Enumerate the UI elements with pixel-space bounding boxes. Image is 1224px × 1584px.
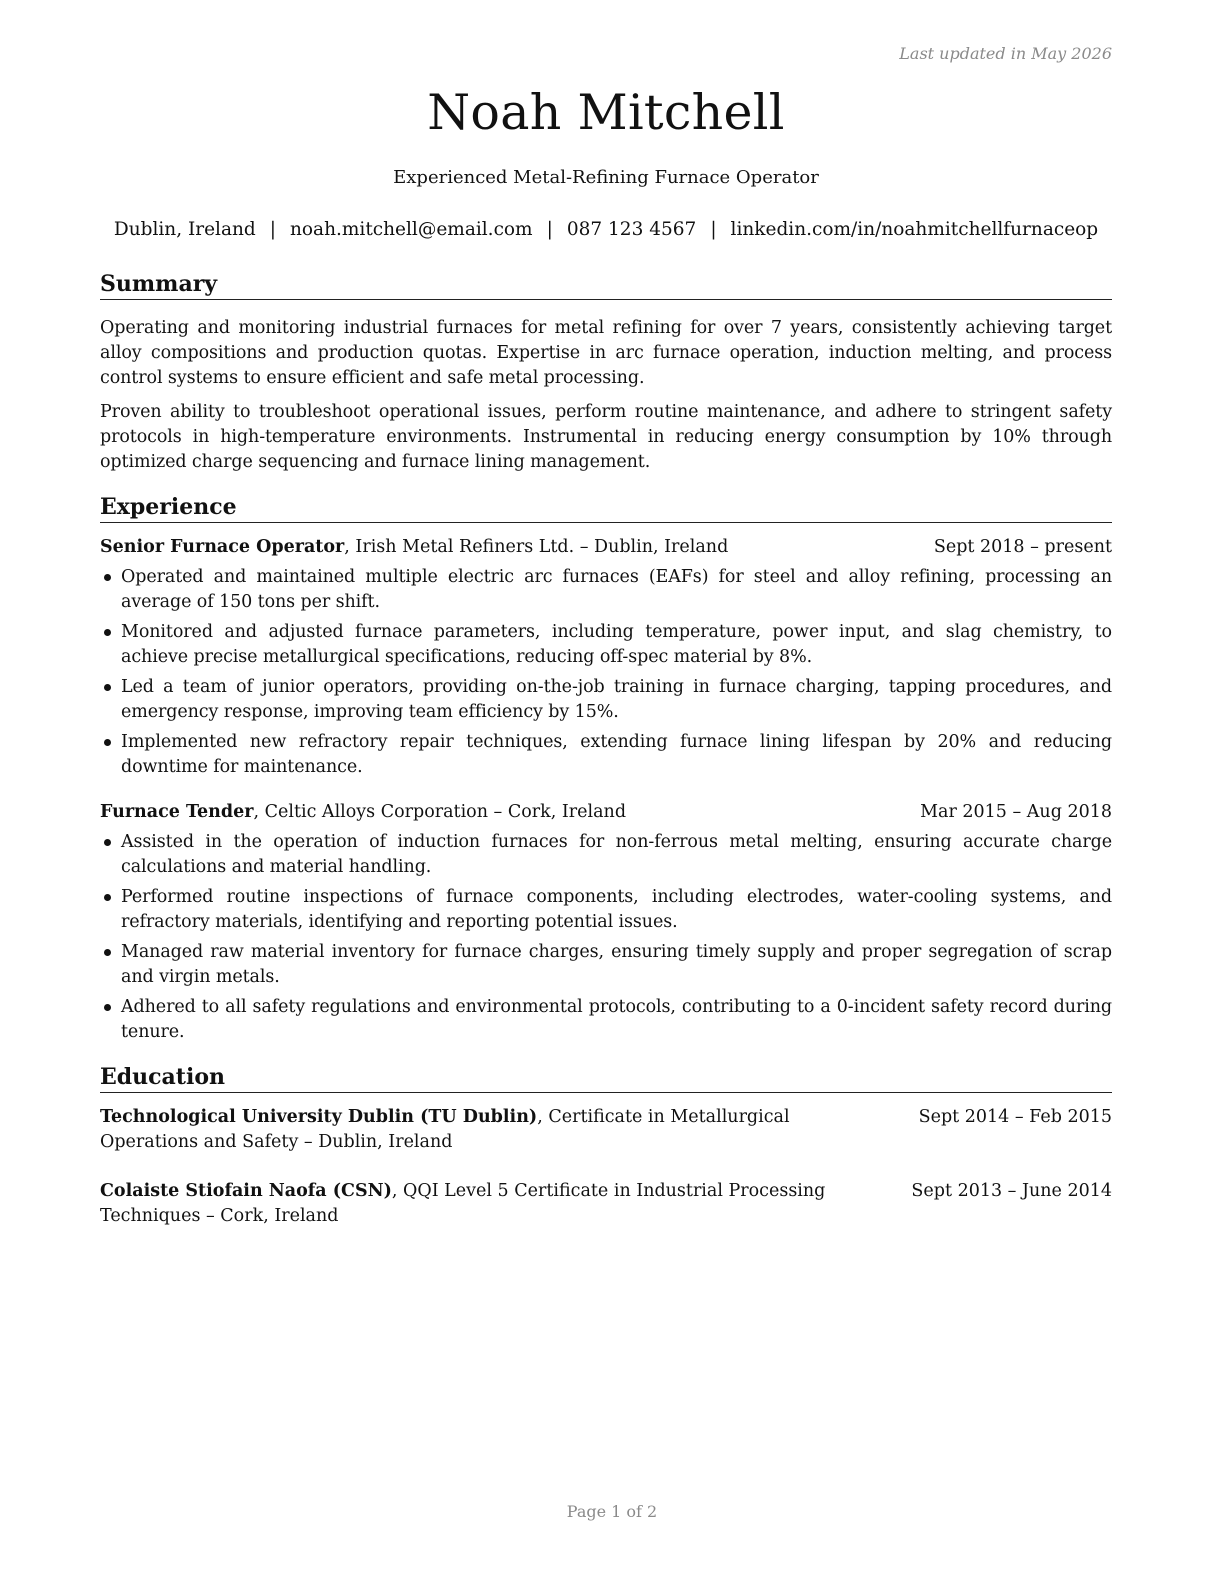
experience-heading: Experience [100,493,1112,523]
education-detail: , QQI Level 5 Certificate in Industrial Processing Techniques – Cork, Ireland [100,1181,826,1226]
contact-linkedin[interactable]: linkedin.com/in/noahmitchellfurnaceop [730,219,1099,240]
job-bullet [100,620,1112,670]
contact-separator: | [546,219,553,240]
bullet-dot-icon [104,629,111,636]
education-school: Technological University Dublin (TU Dublin) [100,1107,538,1127]
education-section [100,1063,1112,1229]
education-dates: Sept 2014 – Feb 2015 [918,1107,1112,1127]
bullet-dot-icon [104,949,111,956]
job-bullet [100,675,1112,725]
job-role: Furnace Tender [100,802,254,822]
bullet-dot-icon [104,839,111,846]
job-bullet [100,885,1112,935]
job-dates: Mar 2015 – Aug 2018 [920,802,1112,822]
contact-separator: | [710,219,717,240]
education-entry [100,1105,1112,1155]
page-number: Page 1 of 2 [566,1502,658,1521]
job-company: , Irish Metal Refiners Ltd. – Dublin, Ireland [344,537,729,557]
job-bullet-text: Assisted in the operation of induction furnaces for non-ferrous metal melting, ensuring accurate charge calculations and material handling. [121,832,1112,877]
bullet-dot-icon [104,574,111,581]
bullet-dot-icon [104,739,111,746]
education-heading: Education [100,1063,1112,1093]
education-detail: , Certificate in Metallurgical Operations and Safety – Dublin, Ireland [100,1107,790,1152]
contact-phone[interactable]: 087 123 4567 [566,219,697,240]
summary-paragraph: Proven ability to troubleshoot operational issues, perform routine maintenance, and adhere to stringent safety protocols in high-temperature environments. Instrumental in reducing energy consumption by 10% through optimized charge sequencing and furnace lining management. [100,402,1112,472]
job-bullet [100,730,1112,780]
summary-paragraph: Operating and monitoring industrial furnaces for metal refining for over 7 years, consistently achieving target alloy compositions and production quotas. Expertise in arc furnace operation, induction melting, and process control systems to ensure efficient and safe metal processing. [100,318,1112,388]
job-bullet-text: Performed routine inspections of furnace components, including electrodes, water-cooling systems, and refractory materials, identifying and reporting potential issues. [121,887,1112,932]
contact-email[interactable]: noah.mitchell@email.com [290,219,533,240]
job-bullets [100,830,1112,1045]
job-bullet-text: Adhered to all safety regulations and environmental protocols, contributing to a 0-incident safety record during tenure. [121,997,1112,1042]
candidate-tagline: Experienced Metal-Refining Furnace Operator [393,167,819,188]
job-title-line [100,800,900,825]
education-title-line [100,1179,890,1229]
job-bullet-text: Managed raw material inventory for furnace charges, ensuring timely supply and proper segregation of scrap and virgin metals. [121,942,1112,987]
bullet-dot-icon [104,684,111,691]
job-entry [100,535,1112,780]
job-header [100,800,1112,825]
job-bullets [100,565,1112,780]
bullet-dot-icon [104,1004,111,1011]
resume-content [100,270,1112,1229]
education-school: Colaiste Stiofain Naofa (CSN) [100,1181,392,1201]
job-bullet [100,995,1112,1045]
job-dates: Sept 2018 – present [933,537,1112,557]
job-company: , Celtic Alloys Corporation – Cork, Ireland [253,802,627,822]
contact-line [100,219,1112,240]
experience-section [100,493,1112,1045]
job-role: Senior Furnace Operator [100,537,345,557]
education-entry [100,1179,1112,1229]
job-bullet [100,940,1112,990]
job-bullet [100,830,1112,880]
contact-separator: | [269,219,276,240]
job-bullet-text: Operated and maintained multiple electric arc furnaces (EAFs) for steel and alloy refining, processing an average of 150 tons per shift. [121,567,1112,612]
candidate-name: Noah Mitchell [427,84,785,141]
job-bullet-text: Implemented new refractory repair techniques, extending furnace lining lifespan by 20% and reducing downtime for maintenance. [121,732,1112,777]
education-title-line [100,1105,890,1155]
job-bullet [100,565,1112,615]
job-bullet-text: Monitored and adjusted furnace parameters, including temperature, power input, and slag chemistry, to achieve precise metallurgical specifications, reducing off-spec material by 8%. [121,622,1112,667]
education-dates: Sept 2013 – June 2014 [911,1181,1112,1201]
last-updated-note: Last updated in May 2026 [899,44,1112,63]
job-header [100,535,1112,560]
contact-location: Dublin, Ireland [113,219,256,240]
job-title-line [100,535,914,560]
summary-heading: Summary [100,270,1112,300]
job-entry [100,800,1112,1045]
bullet-dot-icon [104,894,111,901]
summary-section [100,270,1112,475]
job-bullet-text: Led a team of junior operators, providing on-the-job training in furnace charging, tapping procedures, and emergency response, improving team efficiency by 15%. [121,677,1112,722]
